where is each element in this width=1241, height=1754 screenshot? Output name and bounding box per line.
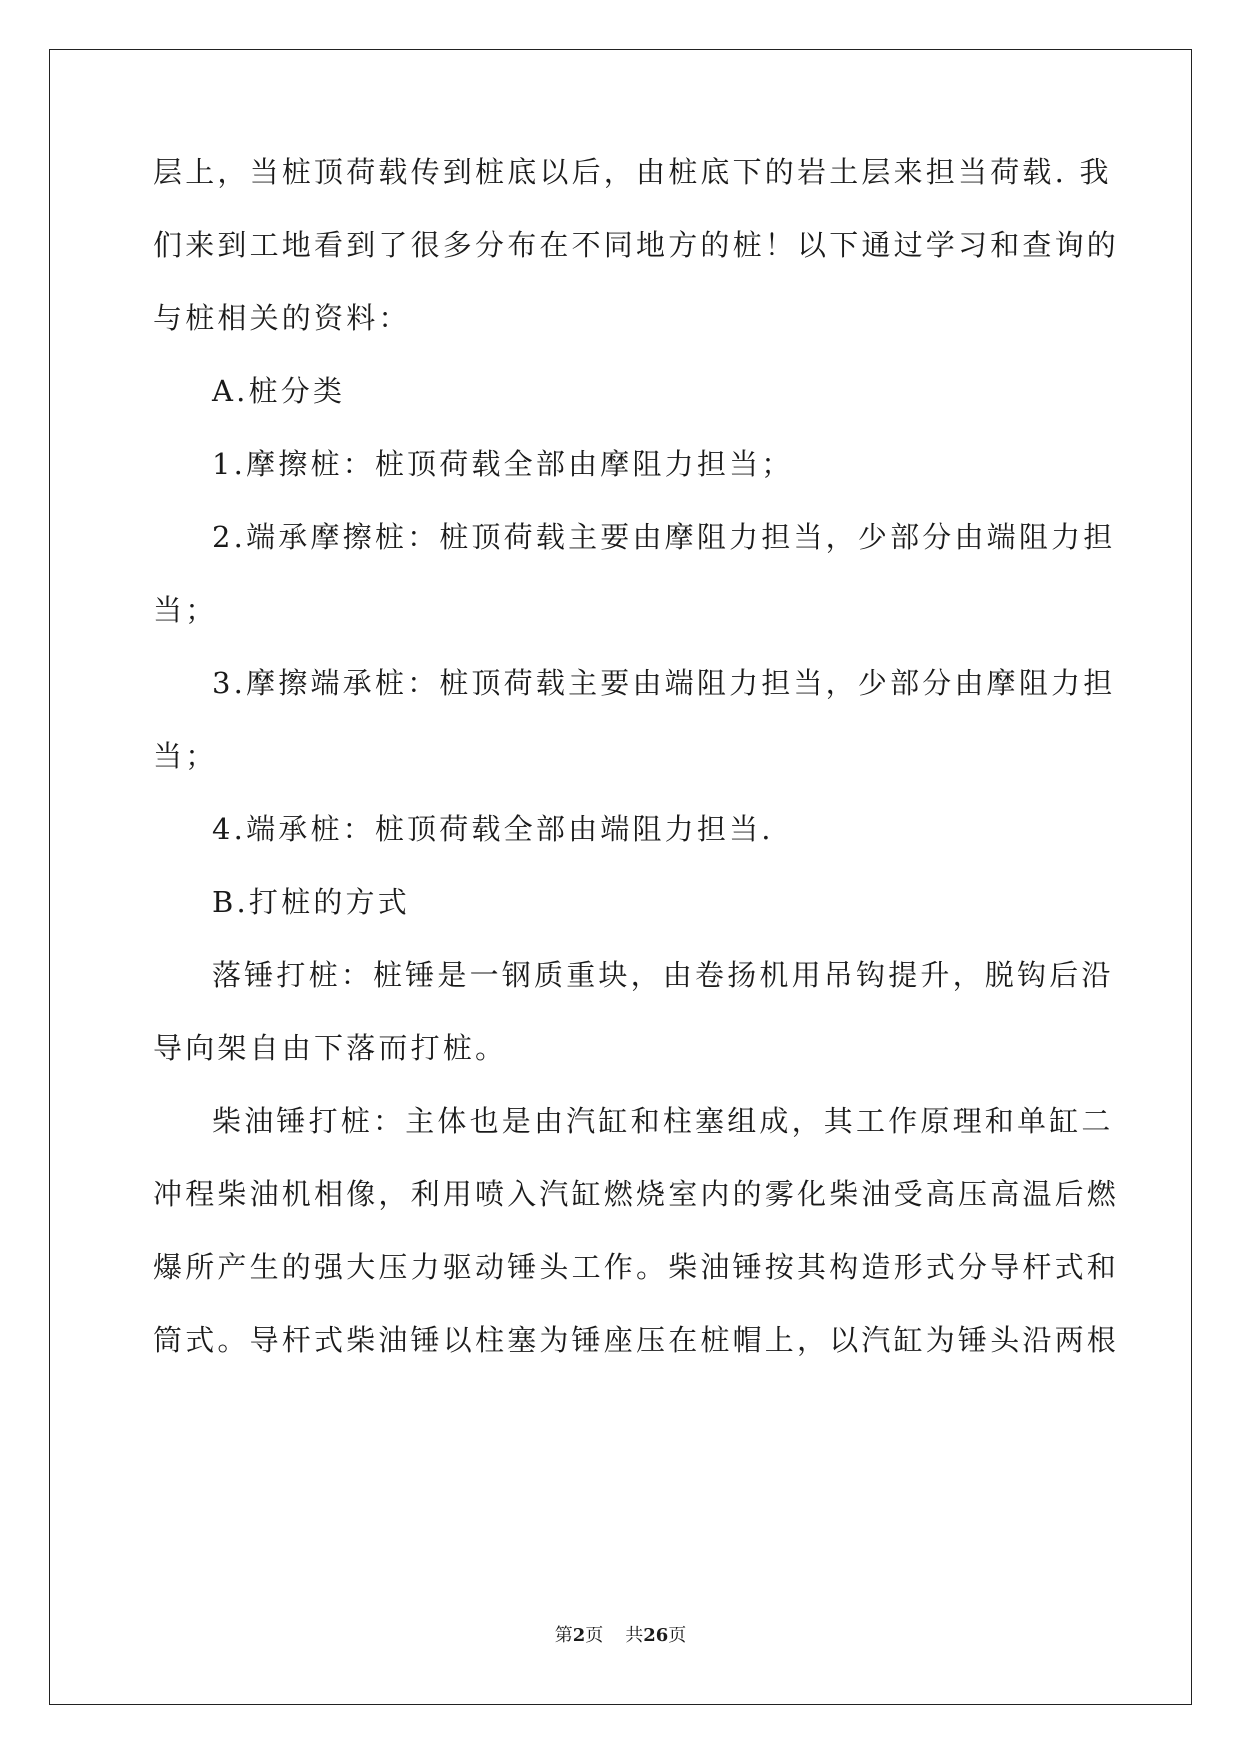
text-line-2: 们来到工地看到了很多分布在不同地方的桩！以下通过学习和查询的	[153, 228, 1120, 262]
page-prefix: 第	[554, 1625, 573, 1646]
paragraph-drop-hammer: 落锤打桩：桩锤是一钢质重块，由卷扬机用吊钩提升，脱钩后沿	[212, 958, 1114, 992]
list-item-1: 1.摩擦桩：桩顶荷载全部由摩阻力担当；	[212, 447, 794, 481]
total-suffix: 页	[668, 1625, 687, 1646]
text-line-3: 与桩相关的资料：	[153, 301, 411, 335]
list-item-3-cont: 当；	[153, 739, 218, 773]
list-item-2-cont: 当；	[153, 593, 218, 627]
paragraph-diesel-hammer-cont-1: 冲程柴油机相像，利用喷入汽缸燃烧室内的雾化柴油受高压高温后燃	[153, 1177, 1120, 1211]
page-footer	[0, 1624, 1241, 1648]
heading-piling-methods: B.打桩的方式	[212, 885, 410, 919]
paragraph-diesel-hammer-cont-3: 筒式。导杆式柴油锤以柱塞为锤座压在桩帽上，以汽缸为锤头沿两根	[153, 1323, 1120, 1357]
paragraph-diesel-hammer: 柴油锤打桩：主体也是由汽缸和柱塞组成，其工作原理和单缸二	[212, 1104, 1114, 1138]
paragraph-drop-hammer-cont: 导向架自由下落而打桩。	[153, 1031, 508, 1065]
list-item-3: 3.摩擦端承桩：桩顶荷载主要由端阻力担当，少部分由摩阻力担	[212, 666, 1116, 700]
page-number: 2	[572, 1625, 586, 1646]
page-suffix: 页	[585, 1625, 604, 1646]
total-prefix: 共	[625, 1625, 644, 1646]
text-line-1: 层上，当桩顶荷载传到桩底以后，由桩底下的岩土层来担当荷载. 我	[153, 155, 1112, 189]
list-item-2: 2.端承摩擦桩：桩顶荷载主要由摩阻力担当，少部分由端阻力担	[212, 520, 1116, 554]
list-item-4: 4.端承桩：桩顶荷载全部由端阻力担当.	[212, 812, 774, 846]
heading-pile-classification: A.桩分类	[212, 374, 346, 408]
total-pages: 26	[643, 1625, 669, 1646]
paragraph-diesel-hammer-cont-2: 爆所产生的强大压力驱动锤头工作。柴油锤按其构造形式分导杆式和	[153, 1250, 1120, 1284]
